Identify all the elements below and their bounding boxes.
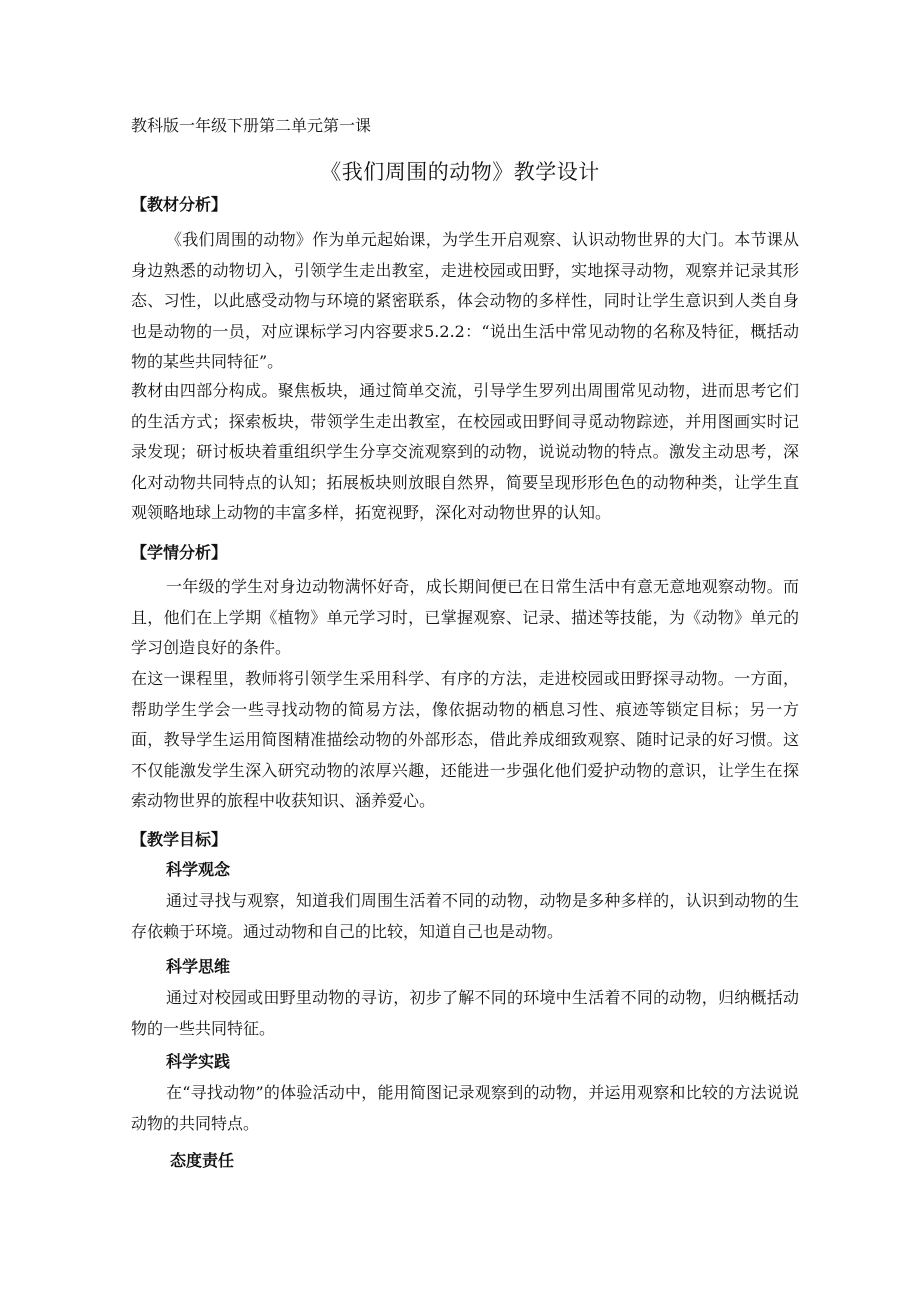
goal-text-science-practice: 在“寻找动物”的体验活动中，能用简图记录观察到的动物，并运用观察和比较的方法说说动物的共同特点。: [131, 1083, 799, 1133]
header-line: 教科版一年级下册第二单元第一课: [131, 116, 372, 135]
textbook-analysis-paragraph-1: 《我们周围的动物》作为单元起始课，为学生开启观察、认识动物世界的大门。本节课从身边熟悉的动物切入，引领学生走出教室，走进校园或田野，实地探寻动物，观察并记录其形态、习性，以此感受动物与环境的紧密联系，体会动物的多样性，同时让学生意识到人类自身也是动物的一员，对应课标学习内容要求5.2.2：“说出生活中常见动物的名称及特征，概括动物的某些共同特征”。: [131, 230, 799, 371]
goal-text-science-thinking: 通过对校园或田野里动物的寻访，初步了解不同的环境中生活着不同的动物，归纳概括动物的一些共同特征。: [131, 988, 799, 1038]
section-heading-textbook-analysis: 【教材分析】: [131, 195, 228, 214]
learner-analysis-paragraph-2: 在这一课程里，教师将引领学生采用科学、有序的方法，走进校园或田野探寻动物。一方面，帮助学生学会一些寻找动物的简易方法，像依据动物的栖息习性、痕迹等锁定目标；另一方面，教导学生运用简图精准描绘动物的外部形态，借此养成细致观察、随时记录的好习惯。这不仅能激发学生深入研究动物的浓厚兴趣，还能进一步强化他们爱护动物的意识，让学生在探索动物世界的旅程中收获知识、涵养爱心。: [131, 669, 799, 810]
page-title: 《我们周围的动物》教学设计: [320, 160, 600, 184]
goal-heading-science-thinking: 科学思维: [166, 957, 231, 976]
section-heading-teaching-goals: 【教学目标】: [131, 830, 228, 849]
section-heading-learner-analysis: 【学情分析】: [131, 543, 228, 562]
goal-heading-science-practice: 科学实践: [166, 1052, 231, 1071]
goal-text-science-concept: 通过寻找与观察，知道我们周围生活着不同的动物，动物是多种多样的，认识到动物的生存依赖于环境。通过动物和自己的比较，知道自己也是动物。: [131, 891, 799, 941]
learner-analysis-paragraph-1: 一年级的学生对身边动物满怀好奇，成长期间便已在日常生活中有意无意地观察动物。而且，他们在上学期《植物》单元学习时，已掌握观察、记录、描述等技能，为《动物》单元的学习创造良好的条件。: [131, 577, 799, 657]
textbook-analysis-paragraph-2: 教材由四部分构成。聚焦板块，通过简单交流，引导学生罗列出周围常见动物，进而思考它们的生活方式；探索板块，带领学生走出教室，在校园或田野间寻觅动物踪迹，并用图画实时记录发现；研讨板块着重组织学生分享交流观察到的动物，说说动物的特点。激发主动思考，深化对动物共同特点的认知；拓展板块则放眼自然界，简要呈现形形色色的动物种类，让学生直观领略地球上动物的丰富多样，拓宽视野，深化对动物世界的认知。: [131, 381, 799, 522]
goal-heading-attitude-responsibility: 态度责任: [170, 1151, 235, 1170]
goal-heading-science-concept: 科学观念: [166, 860, 231, 879]
